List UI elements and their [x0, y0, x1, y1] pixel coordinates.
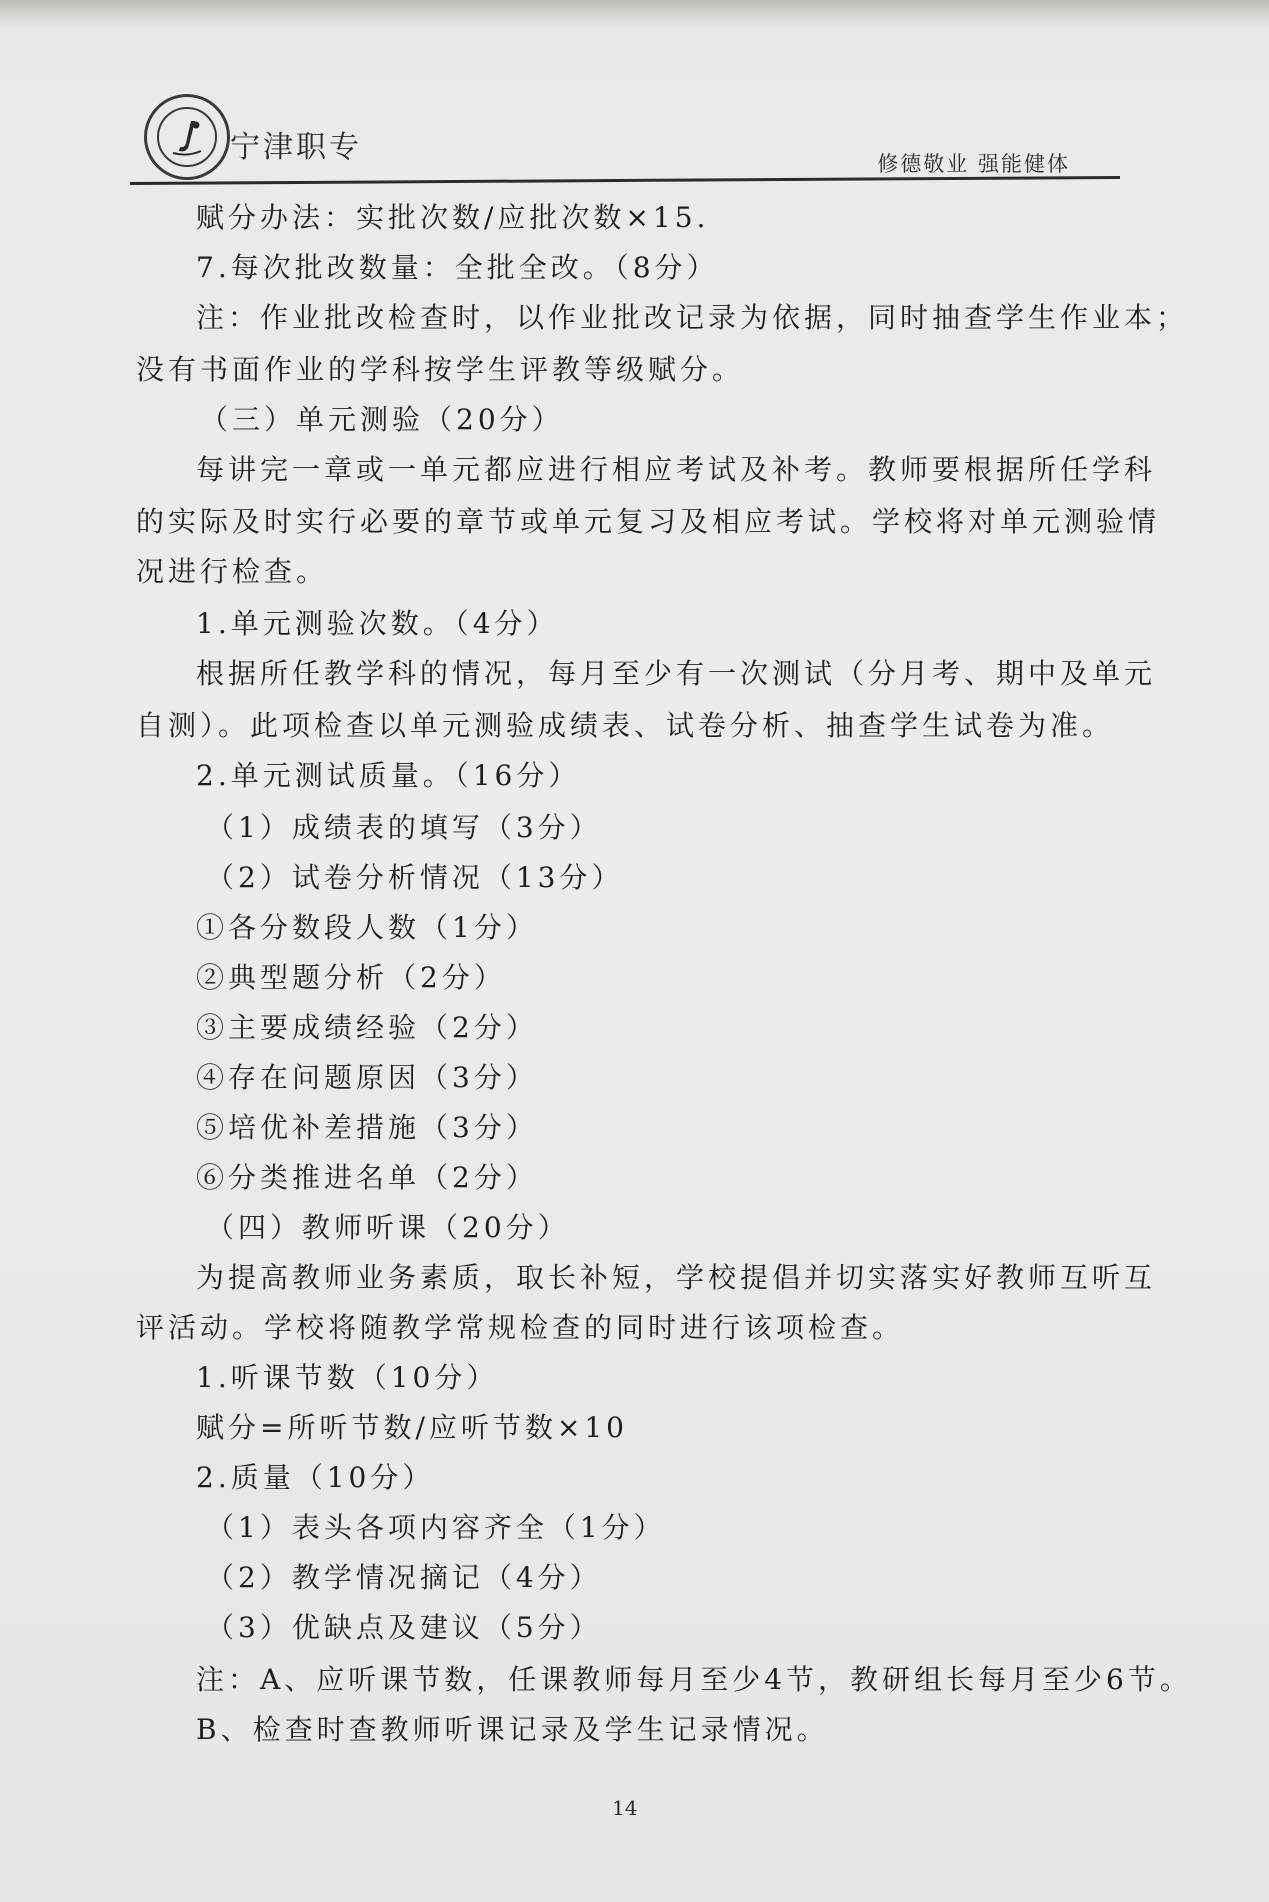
page-edge-shadow — [0, 0, 1269, 28]
text-line: 注：A、应听课节数，任课教师每月至少4节，教研组长每月至少6节。 — [196, 1663, 1192, 1696]
text-line: ①各分数段人数（1分） — [196, 911, 538, 944]
text-line: 2.单元测试质量。（16分） — [196, 759, 581, 792]
text-line: ③主要成绩经验（2分） — [196, 1011, 538, 1044]
section-heading: （三）单元测验（20分） — [200, 403, 564, 436]
header-divider — [130, 176, 1120, 185]
text-line: 1.听课节数（10分） — [196, 1361, 499, 1394]
page-header — [130, 90, 1120, 190]
text-line: （1）表头各项内容齐全（1分） — [206, 1511, 666, 1544]
text-line: 评活动。学校将随教学常规检查的同时进行该项检查。 — [136, 1311, 905, 1344]
text-line: 况进行检查。 — [136, 555, 329, 588]
text-line: B、检查时查教师听课记录及学生记录情况。 — [196, 1713, 829, 1746]
school-motto: 修德敬业 强能健体 — [877, 152, 1070, 176]
text-line: 没有书面作业的学科按学生评教等级赋分。 — [136, 353, 745, 386]
text-line: 自测）。此项检查以单元测验成绩表、试卷分析、抽查学生试卷为准。 — [136, 709, 1115, 742]
text-line: （3）优缺点及建议（5分） — [206, 1611, 602, 1644]
text-line: 为提高教师业务素质，取长补短，学校提倡并切实落实好教师互听互 — [196, 1261, 1157, 1294]
text-line: 根据所任教学科的情况，每月至少有一次测试（分月考、期中及单元 — [196, 657, 1157, 690]
text-line: 1.单元测验次数。（4分） — [196, 607, 559, 640]
text-line: 的实际及时实行必要的章节或单元复习及相应考试。学校将对单元测验情 — [136, 505, 1161, 538]
page-number: 14 — [612, 1796, 638, 1820]
text-line: （2）教学情况摘记（4分） — [206, 1561, 602, 1594]
text-line: 每讲完一章或一单元都应进行相应考试及补考。教师要根据所任学科 — [196, 453, 1157, 486]
text-line: 2.质量（10分） — [196, 1461, 435, 1494]
text-line: ④存在问题原因（3分） — [196, 1061, 538, 1094]
text-line: （2）试卷分析情况（13分） — [206, 861, 624, 894]
text-line: （1）成绩表的填写（3分） — [206, 811, 602, 844]
text-line: ⑤培优补差措施（3分） — [196, 1111, 538, 1144]
text-line: 赋分办法：实批次数/应批次数×15. — [196, 201, 710, 234]
text-line: ⑥分类推进名单（2分） — [196, 1161, 538, 1194]
text-line: 注：作业批改检查时，以作业批改记录为依据，同时抽查学生作业本； — [196, 301, 1189, 334]
school-name: 宁津职专 — [230, 130, 362, 165]
section-heading: （四）教师听课（20分） — [206, 1211, 570, 1244]
text-line: 7.每次批改数量：全批全改。（8分） — [196, 251, 719, 284]
school-logo-icon — [144, 94, 230, 180]
text-line: 赋分=所听节数/应听节数×10 — [196, 1411, 628, 1444]
text-line: ②典型题分析（2分） — [196, 961, 506, 994]
